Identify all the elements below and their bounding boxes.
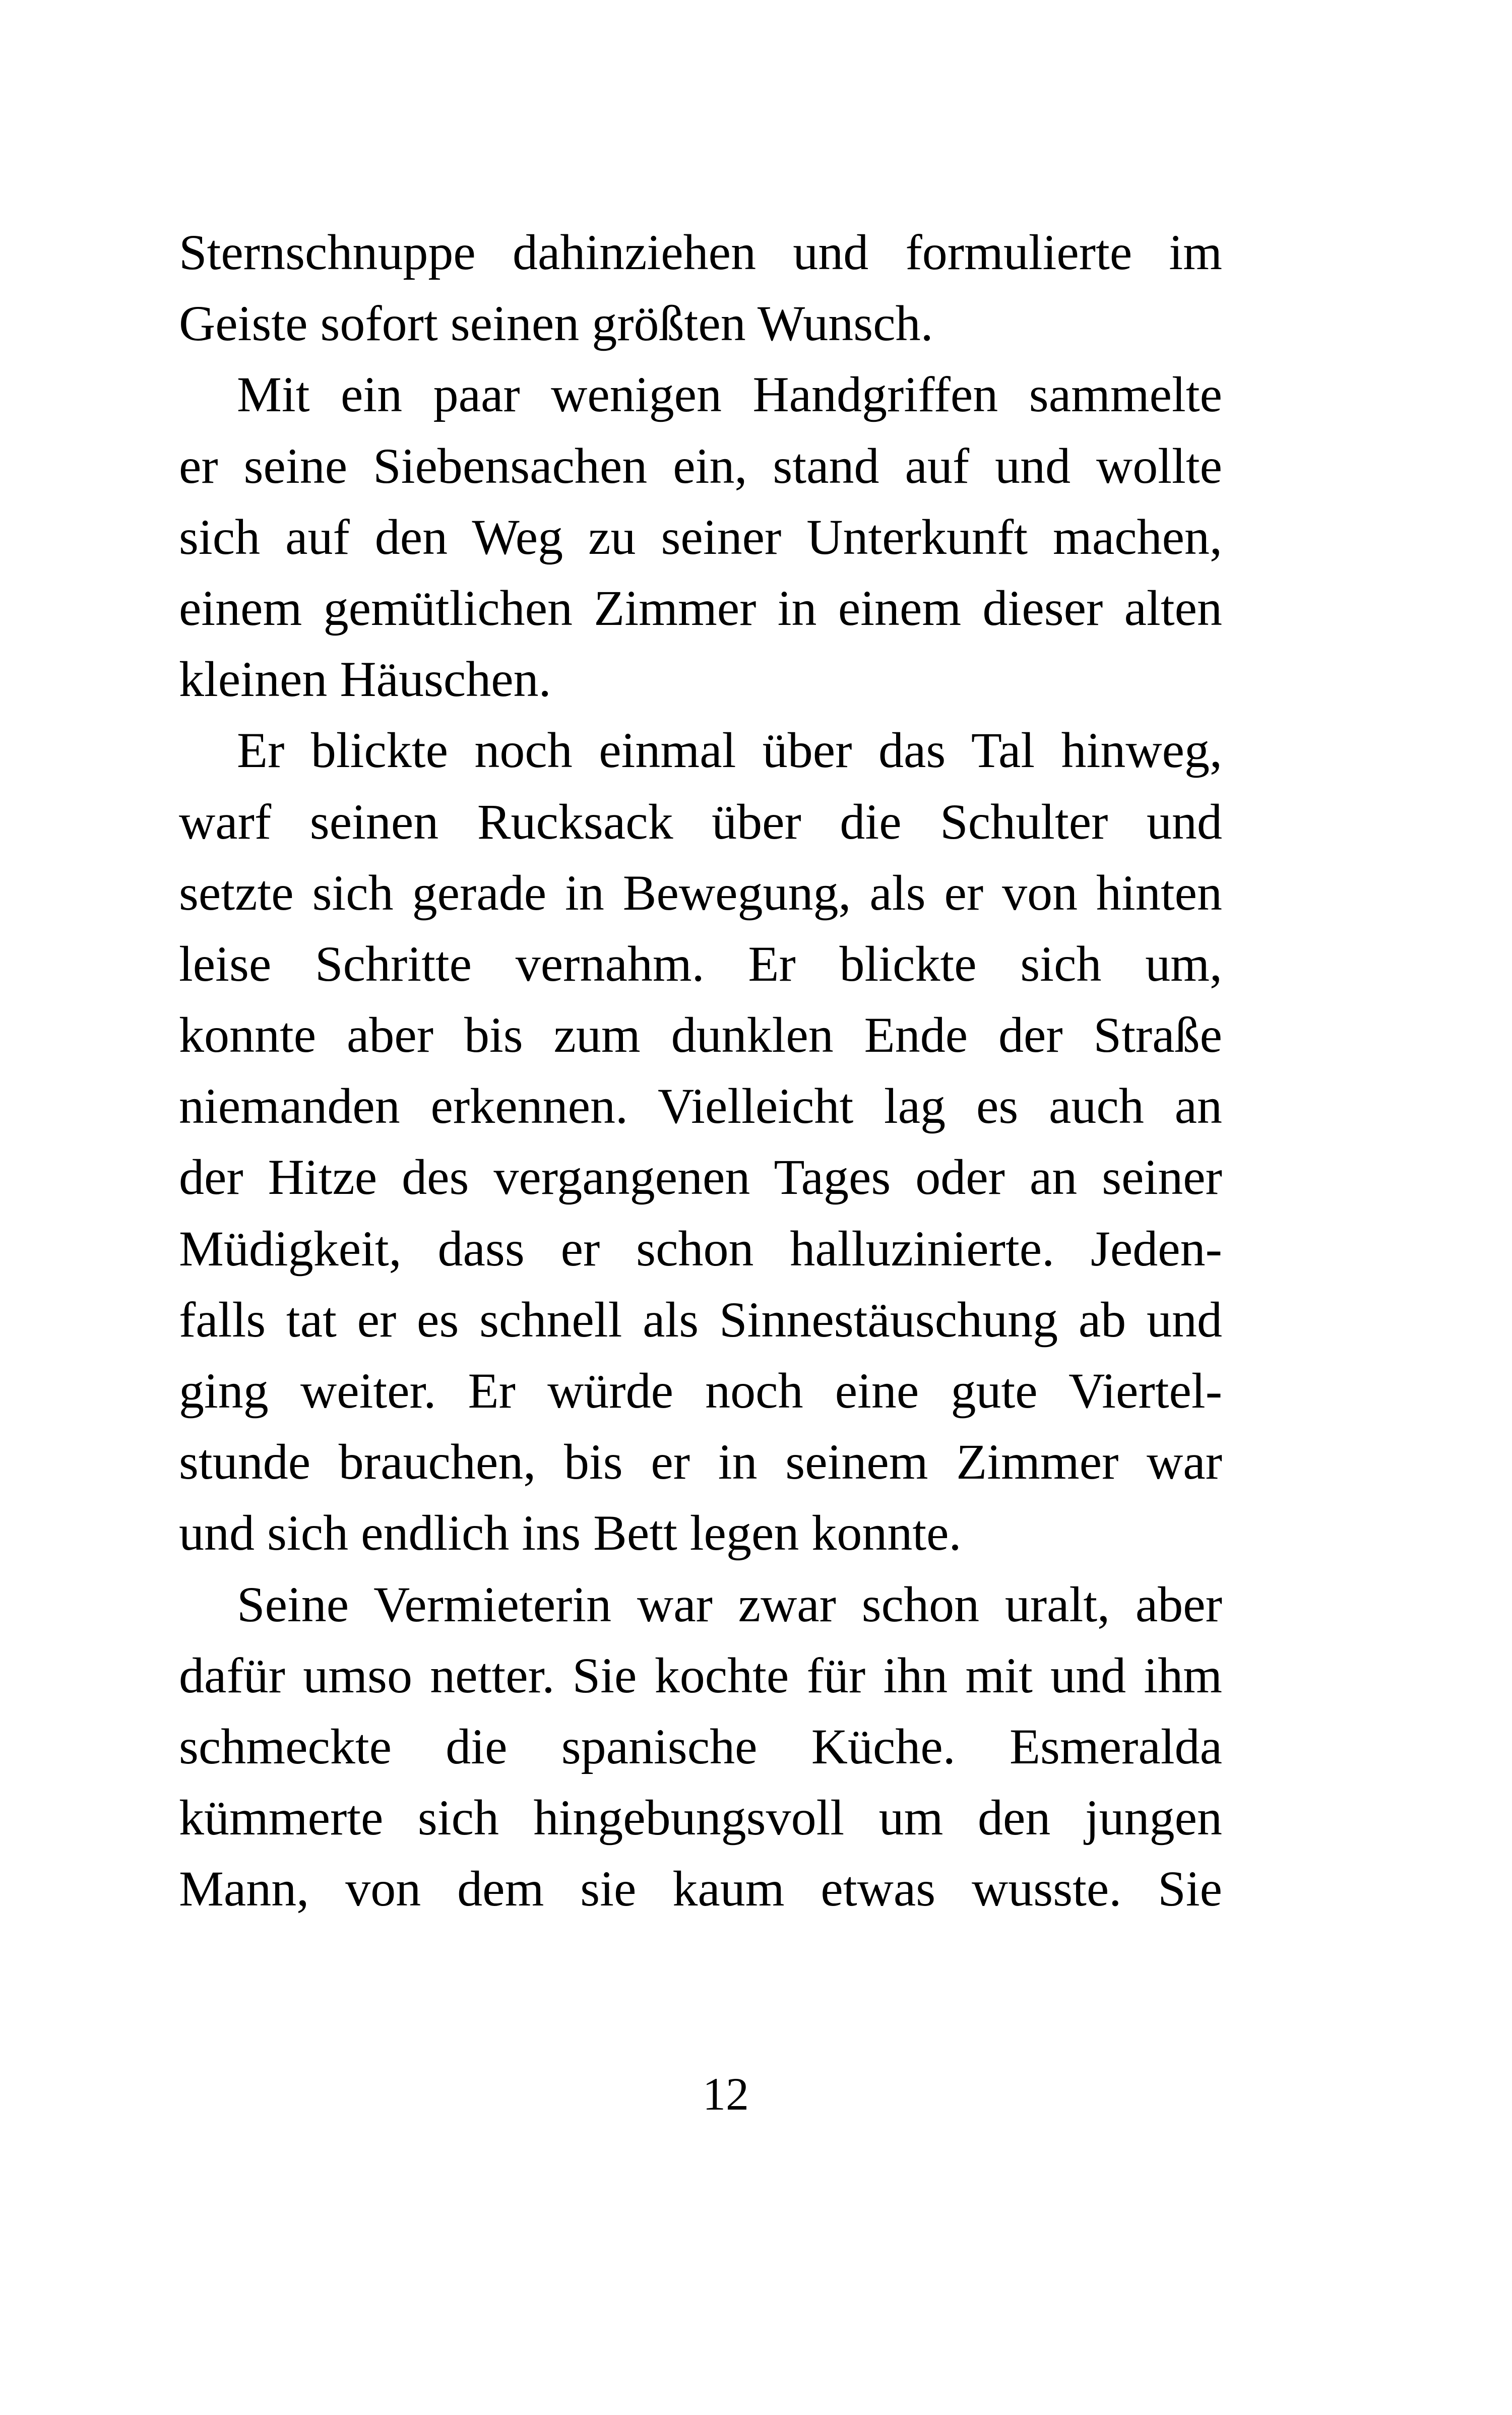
text-line: Mann, von dem sie kaum etwas wusste. Sie bbox=[179, 1861, 1222, 1917]
text-line: einem gemütlichen Zimmer in einem dieser alten bbox=[179, 580, 1222, 636]
text-line: kümmerte sich hingebungsvoll um den jungen bbox=[179, 1790, 1222, 1846]
text-line: schmeckte die spanische Küche. Esmeralda bbox=[179, 1718, 1222, 1774]
text-line: Seine Vermieterin war zwar schon uralt, aber bbox=[237, 1576, 1222, 1632]
page-number: 12 bbox=[703, 2068, 749, 2120]
text-line: Sternschnuppe dahinziehen und formulierte im bbox=[179, 224, 1222, 280]
text-line: kleinen Häuschen. bbox=[179, 651, 551, 708]
text-line: konnte aber bis zum dunklen Ende der Straße bbox=[179, 1007, 1222, 1063]
body-text bbox=[179, 217, 1222, 1925]
text-line: ging weiter. Er würde noch eine gute Viertel- bbox=[179, 1363, 1222, 1419]
text-line: Geiste sofort seinen größten Wunsch. bbox=[179, 295, 933, 352]
text-line: leise Schritte vernahm. Er blickte sich um, bbox=[179, 935, 1222, 992]
text-line: niemanden erkennen. Vielleicht lag es auch an bbox=[179, 1078, 1222, 1134]
text-line: setzte sich gerade in Bewegung, als er von hinten bbox=[179, 864, 1222, 921]
text-line: der Hitze des vergangenen Tages oder an seiner bbox=[179, 1149, 1222, 1205]
text-line: dafür umso netter. Sie kochte für ihn mit und ihm bbox=[179, 1647, 1222, 1703]
text-line: und sich endlich ins Bett legen konnte. bbox=[179, 1505, 962, 1561]
text-line: stunde brauchen, bis er in seinem Zimmer war bbox=[179, 1434, 1222, 1490]
text-line: sich auf den Weg zu seiner Unterkunft machen, bbox=[179, 509, 1222, 565]
text-line: warf seinen Rucksack über die Schulter und bbox=[179, 793, 1222, 850]
text-line: Müdigkeit, dass er schon halluzinierte. Jeden- bbox=[179, 1220, 1222, 1277]
text-line: Er blickte noch einmal über das Tal hinweg, bbox=[237, 722, 1222, 779]
text-line: falls tat er es schnell als Sinnestäuschung ab und bbox=[179, 1291, 1222, 1348]
text-line: Mit ein paar wenigen Handgriffen sammelte bbox=[237, 366, 1222, 423]
text-line: er seine Siebensachen ein, stand auf und wollte bbox=[179, 437, 1222, 494]
